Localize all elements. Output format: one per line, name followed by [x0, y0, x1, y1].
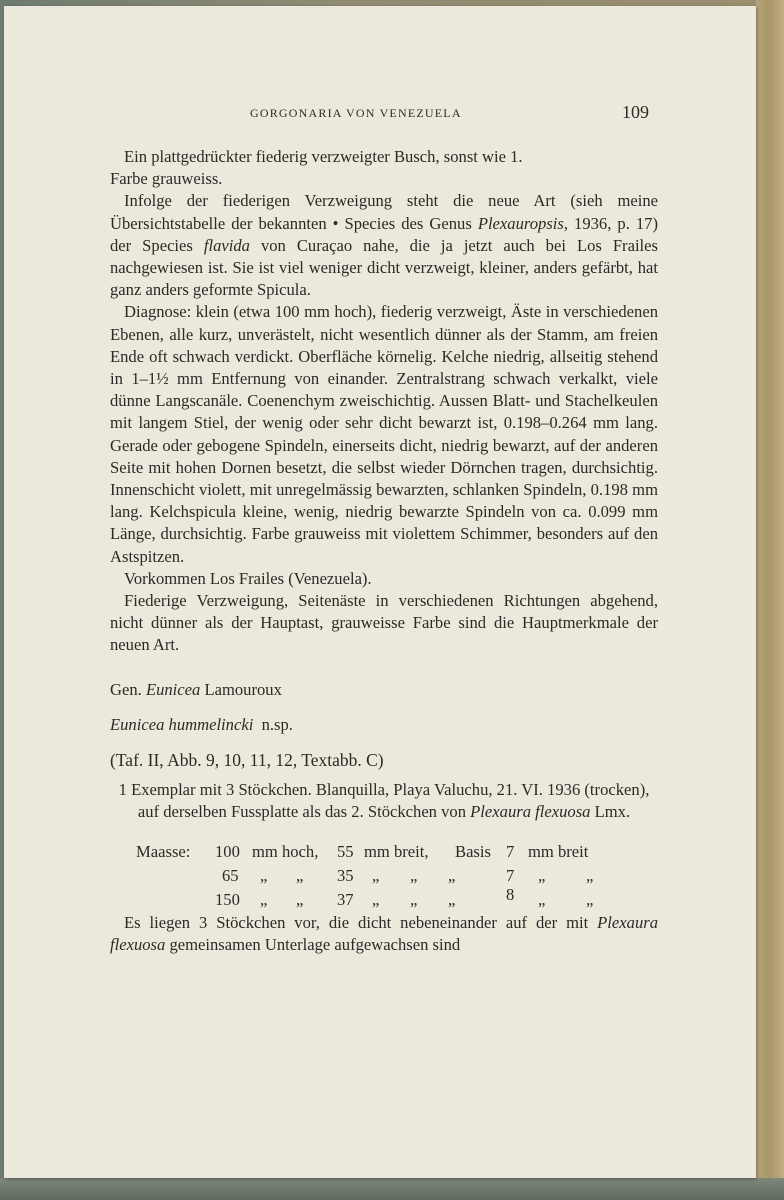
genus-heading-prefix: Gen. — [110, 679, 146, 699]
diagnosis-paragraph: Diagnose: klein (etwa 100 mm hoch), fiederig verzweigt, Äste in verschiedenen Ebenen, alle kurz, unverästelt, nicht wesentlich dünner als der Stamm, am freien Ende oft schwach verdickt. Oberfläche körnelig. Kelche niedrig, allseitig stehend in 1–1½ mm Entfernung von einander. Zentralstrang schwach verkalkt, viele dünne Langscanäle. Coenenchym zweischichtig. Aussen Blatt- und Stachelkeulen mit langem Stiel, der wenig oder sehr dicht bewarzt ist, 0.198–0.264 mm lang. Gerade oder gebogene Spindeln, einerseits dicht, niedrig bewarzt, auf der anderen Seite mit hohen Dornen besetzt, die selbst wieder Dörnchen tragen, durchsichtig. Innenschicht violett, mit unregelmässig bewarzten, schlanken Spindeln, 0.198 mm lang. Kelchspicula kleine, wenig, niedrig bewarzte Spindeln von ca. 0.099 mm Länge, durchsichtig. Farbe grauweiss mit violettem Schimmer, besonders auf den Astspitzen. — [110, 302, 658, 566]
genus-name-plexauropsis: Plexauropsis — [477, 213, 564, 233]
ditto-mark: „ — [260, 889, 268, 909]
species-heading — [110, 714, 658, 736]
ditto-mark: „ — [410, 865, 418, 885]
ditto-mark: „ — [538, 889, 546, 909]
species-name-flavida: flavida — [203, 235, 250, 255]
measure-basis-label: Basis — [455, 841, 491, 861]
species-heading-name: Eunicea hummelincki — [110, 714, 254, 734]
ditto-mark: „ — [448, 865, 456, 885]
plate-reference: (Taf. II, Abb. 9, 10, 11, 12, Textabb. C) — [110, 750, 384, 771]
measure-basis-unit: mm breit — [528, 841, 589, 861]
ditto-mark: „ — [586, 865, 594, 885]
measure-breit-value: 55 — [337, 841, 354, 861]
measure-hoch-unit: mm hoch, — [252, 841, 319, 861]
measure-breit-value: 37 — [337, 889, 354, 909]
ditto-mark: „ — [260, 865, 268, 885]
measure-breit-value: 35 — [337, 865, 354, 885]
measure-basis-value: 7 — [506, 865, 515, 885]
specimen-species-name: Plexaura flexuosa — [470, 802, 591, 822]
genus-heading-name: Eunicea — [145, 679, 201, 699]
characteristics-paragraph: Fiederige Verzweigung, Seitenäste in verschiedenen Richtungen abgehend, nicht dünner als der Hauptast, grauweisse Farbe sind die Hauptmerkmale der neuen Art. — [110, 591, 658, 655]
measure-hoch-value: 100 — [215, 841, 240, 861]
paragraph-1-line-1: Ein plattgedrückter fiederig verzweigter Busch, sonst wie 1. — [124, 147, 523, 166]
genus-heading-author: Lamouroux — [200, 679, 282, 699]
species-heading-suffix: n.sp. — [253, 714, 293, 734]
measurements-label: Maasse: — [136, 841, 191, 861]
ditto-mark: „ — [296, 865, 304, 885]
ditto-mark: „ — [538, 865, 546, 885]
cover-edge-bottom — [0, 1178, 784, 1200]
ditto-mark: „ — [372, 889, 380, 909]
measure-hoch-value: 150 — [215, 889, 240, 909]
measurements-table — [110, 840, 658, 912]
ditto-mark: „ — [448, 889, 456, 909]
paragraph-2-text-b: , 1936, p. 17) der Species — [110, 213, 658, 255]
measure-basis-value: 8 — [506, 884, 515, 904]
page-body — [110, 146, 658, 956]
ditto-mark: „ — [410, 889, 418, 909]
measure-breit-unit: mm breit, — [364, 841, 429, 861]
page-edge-right — [756, 0, 784, 1200]
specimen-text-a: 1 Exemplar mit 3 Stöckchen. Blanquilla, Playa Valuchu, 21. VI. 1936 (trocken), auf derselben Fussplatte als das 2. Stöckchen von — [118, 780, 650, 822]
occurrence-paragraph: Vorkommen Los Frailes (Venezuela). — [124, 568, 372, 588]
ditto-mark: „ — [586, 889, 594, 909]
measure-hoch-value: 65 — [222, 865, 239, 885]
paragraph-2-text-c: von Curaçao nahe, die ja jetzt auch bei Los Frailes nachgewiesen ist. Sie ist viel weniger dicht verzweigt, kleiner, anders gefärbt, hat ganz anders geformte Spicula. — [110, 235, 658, 300]
closing-text-b: gemeinsamen Unterlage aufgewachsen sind — [165, 934, 461, 954]
measurement-row-2 — [110, 864, 658, 888]
closing-text-a: Es liegen 3 Stöckchen vor, die dicht nebeneinander auf der mit — [124, 912, 598, 932]
paragraph-1-line-2: Farbe grauweiss. — [110, 169, 223, 189]
specimen-text-b: Lmx. — [590, 802, 631, 822]
paragraph-1 — [110, 146, 658, 190]
page-number: 109 — [622, 102, 649, 122]
measurement-row-1 — [110, 840, 658, 864]
measurement-row-3 — [110, 884, 658, 912]
ditto-mark: „ — [372, 865, 380, 885]
running-head: GORGONARIA VON VENEZUELA — [250, 106, 462, 120]
closing-paragraph — [110, 912, 658, 956]
closing-species-name: Plexaura flexuosa — [110, 912, 658, 954]
paragraph-2 — [110, 190, 658, 301]
paragraph-2-text-a: Infolge der fiederigen Verzweigung steht die neue Art (sieh meine Übersichtstabelle der bekannten • Species des Genus — [110, 191, 658, 233]
specimen-paragraph — [110, 779, 658, 823]
book-page — [4, 6, 756, 1178]
genus-heading — [110, 679, 658, 701]
measure-basis-value: 7 — [506, 841, 515, 861]
ditto-mark: „ — [296, 889, 304, 909]
